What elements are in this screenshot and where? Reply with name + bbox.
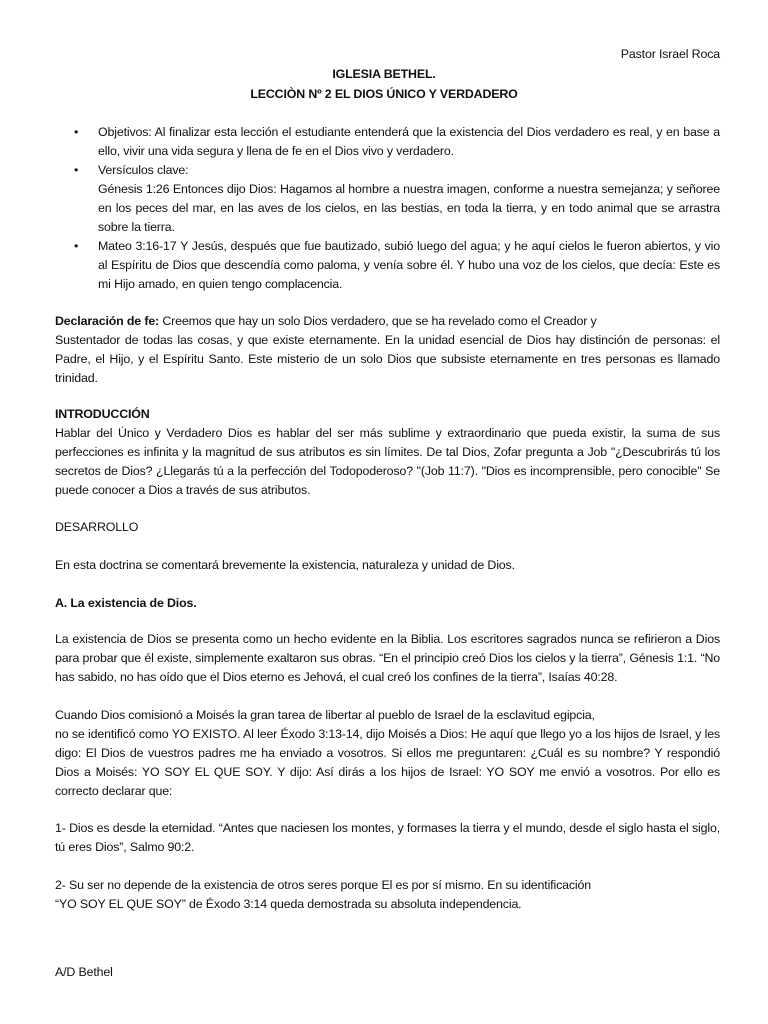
point-2-line2: “YO SOY EL QUE SOY” de Éxodo 3:14 queda demostrada su absoluta independencia. bbox=[55, 897, 522, 911]
versiculos-label: Versículos clave: bbox=[98, 163, 189, 177]
lesson-title: LECCIÒN Nº 2 EL DIOS ÚNICO Y VERDADERO bbox=[250, 87, 518, 101]
point-2-line1: 2- Su ser no depende de la existencia de otros seres porque El es por sí mismo. En su identificación bbox=[55, 878, 591, 892]
declaracion-text: Sustentador de todas las cosas, y que existe eternamente. En la unidad esencial de Dios hay distinción de personas: el Padre, el Hijo, y el Espíritu Santo. Este misterio de un solo Dios que subsiste eternamente en tres personas es llamado trinidad. bbox=[55, 333, 720, 385]
declaracion-label: Declaración de fe: bbox=[55, 314, 160, 328]
list-item-mateo bbox=[74, 237, 720, 294]
author-name: Pastor Israel Roca bbox=[620, 47, 720, 61]
mateo-text: Mateo 3:16-17 Y Jesús, después que fue bautizado, subió luego del agua; y he aquí cielos le fueron abiertos, y vio al Espíritu de Dios que descendía como paloma, y venía sobre él. Y hubo una voz de los cielos, que decía: Este es mi Hijo amado, en quien tengo complacencia. bbox=[98, 239, 720, 291]
point-2 bbox=[55, 876, 720, 914]
church-title: IGLESIA BETHEL. bbox=[332, 67, 436, 81]
desarrollo-intro: En esta doctrina se comentará brevemente la existencia, naturaleza y unidad de Dios. bbox=[55, 558, 515, 572]
bullet-icon: • bbox=[74, 163, 79, 177]
introduccion-heading: INTRODUCCIÓN bbox=[55, 407, 150, 421]
introduccion-section bbox=[55, 405, 720, 500]
key-points-list bbox=[74, 123, 720, 294]
existencia-para2-rest: no se identificó como YO EXISTO. Al leer Éxodo 3:13-14, dijo Moisés a Dios: He aquí que llego yo a los hijos de Israel, y les digo: El Dios de vuestros padres me ha enviado a vosotros. Si ellos me preguntaren: ¿Cuál es su nombre? Y respondió Dios a Moisés: YO SOY EL QUE SOY. Y dijo: Así dirás a los hijos de Israel: YO SOY me envió a vosotros. Por ello es correcto declarar que: bbox=[55, 727, 720, 798]
objetivos-text: Objetivos: Al finalizar esta lección el estudiante entenderá que la existencia del Dios verdadero es real, y en base a ello, vivir una vida segura y llena de fe en el Dios vivo y verdadero. bbox=[98, 125, 720, 158]
introduccion-text: Hablar del Único y Verdadero Dios es hablar del ser más sublime y extraordinario que pueda existir, la suma de sus perfecciones es infinita y la magnitud de sus atributos es sin límites. De tal Dios, Zofar pregunta a Job "¿Descubrirás tú los secretos de Dios? ¿Llegarás tú a la perfección del Todopoderoso? "(Job 11:7). "Dios es incomprensible, pero conocible" Se puede conocer a Dios a través de sus atributos. bbox=[55, 426, 720, 497]
declaracion-section bbox=[55, 312, 720, 388]
existencia-para2 bbox=[55, 706, 720, 801]
versiculos-text: Génesis 1:26 Entonces dijo Dios: Hagamos al hombre a nuestra imagen, conforme a nuestra semejanza; y señoree en los peces del mar, en las aves de los cielos, en las bestias, en toda la tierra, y en todo animal que se arrastra sobre la tierra. bbox=[98, 182, 720, 234]
section-a-heading: A. La existencia de Dios. bbox=[55, 596, 197, 610]
bullet-icon: • bbox=[74, 125, 79, 139]
declaracion-line1-text: Creemos que hay un solo Dios verdadero, que se ha revelado como el Creador y bbox=[159, 314, 597, 328]
list-item-objetivos bbox=[74, 123, 720, 161]
point-1: 1- Dios es desde la eternidad. “Antes que naciesen los montes, y formases la tierra y el mundo, desde el siglo hasta el siglo, tú eres Dios”, Salmo 90:2. bbox=[55, 821, 720, 854]
declaracion-line1 bbox=[55, 312, 720, 331]
existencia-para1: La existencia de Dios se presenta como un hecho evidente en la Biblia. Los escritores sagrados nunca se refirieron a Dios para probar que él existe, simplemente exaltaron sus obras. “En el principio creó Dios los cielos y la tierra”, Génesis 1:1. “No has sabido, no has oído que el Dios eterno es Jehová, el cual creó los confines de la tierra”, Isaías 40:28. bbox=[55, 632, 720, 684]
existencia-para2-line1: Cuando Dios comisionó a Moisés la gran tarea de libertar al pueblo de Israel de la esclavitud egipcia, bbox=[55, 708, 595, 722]
desarrollo-heading: DESARROLLO bbox=[55, 520, 139, 534]
bullet-icon: • bbox=[74, 239, 79, 253]
footer-text: A/D Bethel bbox=[55, 965, 113, 979]
list-item-versiculos bbox=[74, 161, 720, 237]
